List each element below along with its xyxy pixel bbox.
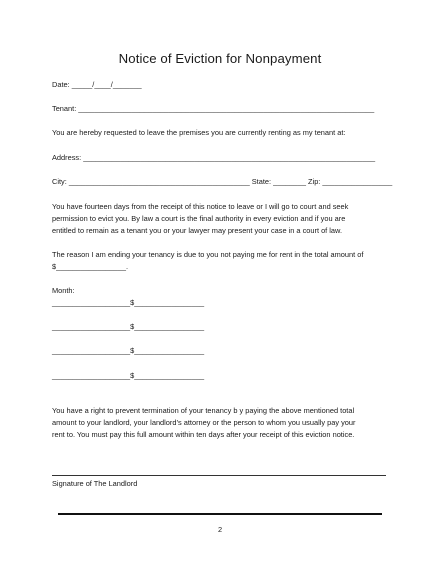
footer-divider <box>58 513 382 515</box>
date-field: Date: _____/____/_______ <box>52 80 142 89</box>
rights-paragraph-line: amount to your landlord, your landlord’s attorney or the person to whom you usually pay your <box>52 418 356 427</box>
rights-paragraph-line: You have a right to prevent termination of your tenancy b y paying the above mentioned total <box>52 406 355 415</box>
rights-paragraph-line: rent to. You must pay this full amount within ten days after your receipt of this eviction notice. <box>52 430 355 439</box>
month-amount-row: ___________________$_________________ <box>52 346 205 355</box>
signature-label: Signature of The Landlord <box>52 479 138 488</box>
page-number: 2 <box>217 525 223 534</box>
tenant-field: Tenant: ________________________________________________________________________ <box>52 104 375 113</box>
document-title: Notice of Eviction for Nonpayment <box>118 51 322 66</box>
notice-paragraph-line: entitled to remain as a tenant you or your lawyer may present your case in a court of law. <box>52 226 343 235</box>
month-amount-row: ___________________$_________________ <box>52 322 205 331</box>
month-label: Month: <box>52 286 75 295</box>
signature-line <box>52 475 386 476</box>
amount-field: $_________________. <box>52 262 129 271</box>
address-field: Address: _______________________________________________________________________ <box>52 153 376 162</box>
notice-paragraph-line: You have fourteen days from the receipt of this notice to leave or I will go to court and seek <box>52 202 349 211</box>
month-amount-row: ___________________$_________________ <box>52 371 205 380</box>
city-state-zip-field: City: ____________________________________________ State: ________ Zip: _________________ <box>52 177 393 186</box>
request-statement: You are hereby requested to leave the premises you are currently renting as my tenant at: <box>52 128 346 137</box>
month-amount-row: ___________________$_________________ <box>52 298 205 307</box>
notice-paragraph-line: permission to evict you. By law a court is the final authority in every eviction and if you are <box>52 214 346 223</box>
reason-paragraph-line: The reason I am ending your tenancy is due to you not paying me for rent in the total amount of <box>52 250 364 259</box>
